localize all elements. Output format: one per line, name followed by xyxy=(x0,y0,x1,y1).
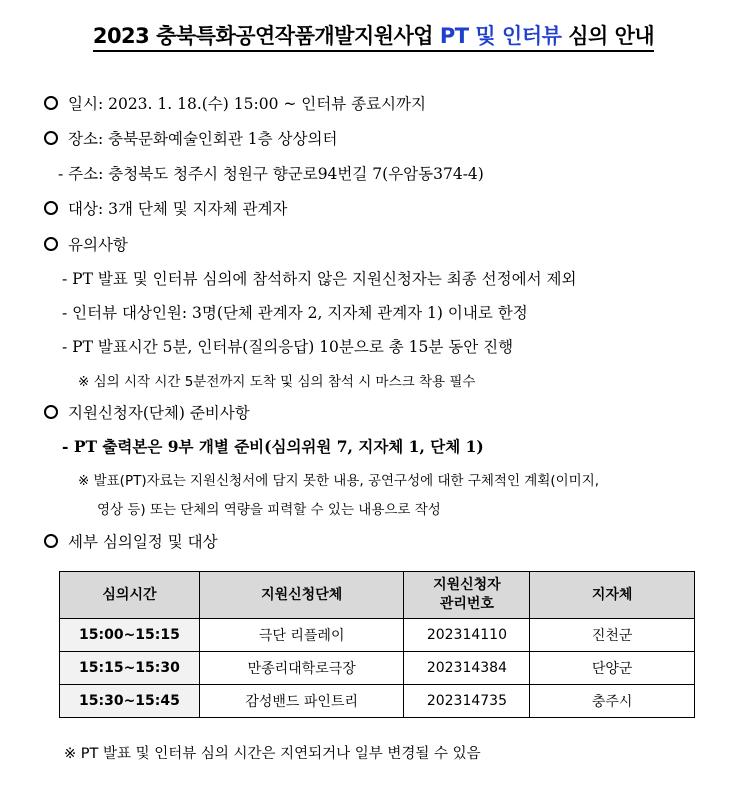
prep-1-sub-line1-text: ※ 발표(PT)자료는 지원신청서에 담지 못한 내용, 공연구성에 대한 구체적인 계획(이미지, xyxy=(78,473,600,489)
header-number xyxy=(404,572,530,619)
item-place xyxy=(44,127,337,149)
cell-group: 극단 리플레이 xyxy=(199,619,404,652)
table-row xyxy=(60,685,695,718)
cell-group: 감성밴드 파인트리 xyxy=(199,685,404,718)
circle-bullet-icon xyxy=(44,237,58,251)
cell-time: 15:15~15:30 xyxy=(60,652,200,685)
note-1 xyxy=(62,267,576,289)
target-text: 대상: 3개 단체 및 지자체 관계자 xyxy=(68,200,288,218)
footnote-text: ※ PT 발표 및 인터뷰 심의 시간은 지연되거나 일부 변경될 수 있음 xyxy=(64,746,481,762)
cell-number: 202314384 xyxy=(404,652,530,685)
item-target xyxy=(44,197,287,219)
circle-bullet-icon xyxy=(44,96,58,110)
cell-region: 충주시 xyxy=(530,685,695,718)
item-address xyxy=(58,162,484,184)
cell-region: 진천군 xyxy=(530,619,695,652)
note-2 xyxy=(62,301,528,323)
place-text: 장소: 충북문화예술인회관 1층 상상의터 xyxy=(68,130,338,148)
cell-region: 단양군 xyxy=(530,652,695,685)
note-3-sub xyxy=(78,370,475,390)
prep-1-sub-line2-text: 영상 등) 또는 단체의 역량을 피력할 수 있는 내용으로 작성 xyxy=(97,502,441,518)
prep-1 xyxy=(62,435,484,457)
circle-bullet-icon xyxy=(44,405,58,419)
schedule-table xyxy=(59,571,695,718)
prep-1-sub-line1 xyxy=(78,469,599,489)
title-part1: 2023 충북특화공연작품개발지원사업 xyxy=(92,24,440,48)
date-text: 일시: 2023. 1. 18.(수) 15:00 ~ 인터뷰 종료시까지 xyxy=(68,95,426,113)
note-1-text: - PT 발표 및 인터뷰 심의에 참석하지 않은 지원신청자는 최종 선정에서 제외 xyxy=(62,270,577,288)
prep-1-text: - PT 출력본은 9부 개별 준비(심의위원 7, 지자체 1, 단체 1) xyxy=(62,437,484,456)
header-time: 심의시간 xyxy=(60,572,200,619)
prep-heading-text: 지원신청자(단체) 준비사항 xyxy=(68,404,250,422)
header-number-line2: 관리번호 xyxy=(439,596,494,612)
cell-number: 202314110 xyxy=(404,619,530,652)
item-prep-heading xyxy=(44,401,250,423)
note-3-text: - PT 발표시간 5분, 인터뷰(질의응답) 10분으로 총 15분 동안 진행 xyxy=(62,338,514,356)
header-region: 지자체 xyxy=(530,572,695,619)
address-text: - 주소: 충청북도 청주시 청원구 향군로94번길 7(우암동374-4) xyxy=(58,165,484,183)
table-header-row xyxy=(60,572,695,619)
page-title xyxy=(0,20,747,50)
item-notes-heading xyxy=(44,233,128,255)
note-3-sub-text: ※ 심의 시작 시간 5분전까지 도착 및 심의 참석 시 마스크 착용 필수 xyxy=(78,374,476,390)
table-row xyxy=(60,619,695,652)
circle-bullet-icon xyxy=(44,534,58,548)
cell-number: 202314735 xyxy=(404,685,530,718)
title-highlight: PT 및 인터뷰 xyxy=(439,24,562,48)
item-schedule-heading xyxy=(44,530,218,552)
cell-time: 15:00~15:15 xyxy=(60,619,200,652)
notes-heading-text: 유의사항 xyxy=(68,236,128,254)
schedule-heading-text: 세부 심의일정 및 대상 xyxy=(68,533,218,551)
circle-bullet-icon xyxy=(44,201,58,215)
note-3 xyxy=(62,335,513,357)
note-2-text: - 인터뷰 대상인원: 3명(단체 관계자 2, 지자체 관계자 1) 이내로 한정 xyxy=(62,304,528,322)
table-row xyxy=(60,652,695,685)
title-part2: 심의 안내 xyxy=(561,24,655,48)
item-date xyxy=(44,92,426,114)
cell-group: 만종리대학로극장 xyxy=(199,652,404,685)
header-group: 지원신청단체 xyxy=(199,572,404,619)
prep-1-sub-line2 xyxy=(97,498,441,518)
footnote xyxy=(64,742,481,763)
cell-time: 15:30~15:45 xyxy=(60,685,200,718)
circle-bullet-icon xyxy=(44,131,58,145)
header-number-line1: 지원신청자 xyxy=(433,577,501,593)
title-underline xyxy=(93,24,654,52)
